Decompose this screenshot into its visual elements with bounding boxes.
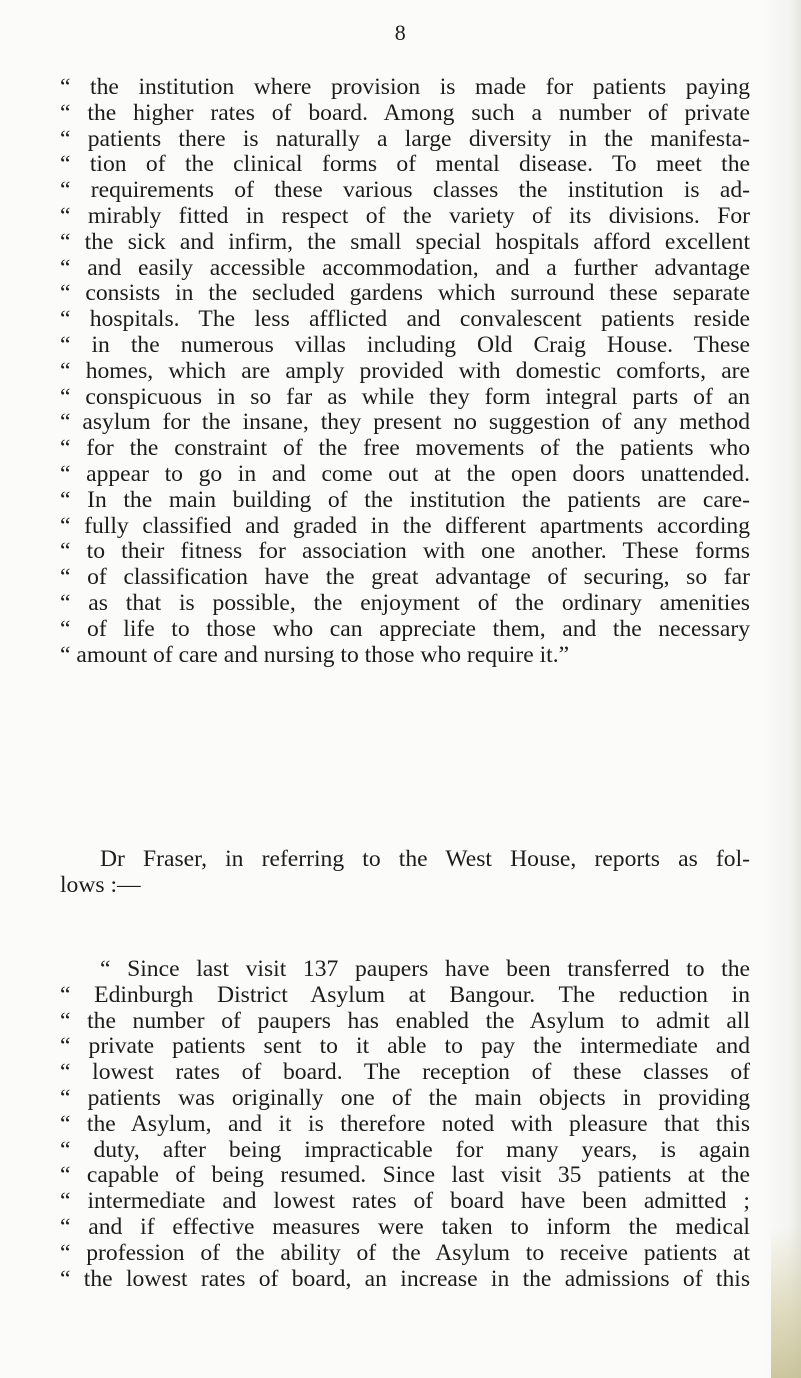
text-line: “ of classification have the great advantage of securing, so far xyxy=(60,564,750,591)
text-line: “ as that is possible, the enjoyment of the ordinary amenities xyxy=(60,589,750,616)
text-line: “ Since last visit 137 paupers have been transferred to the xyxy=(100,956,750,982)
text-line: “ duty, after being impracticable for many years, is again xyxy=(60,1136,750,1163)
intro-paragraph xyxy=(60,847,750,899)
text-line: “ and easily accessible accommodation, and a further advantage xyxy=(60,254,750,281)
page-number: 8 xyxy=(394,20,407,45)
text-line: “ private patients sent to it able to pay the intermediate and xyxy=(60,1033,750,1060)
text-line: “ tion of the clinical forms of mental disease. To meet the xyxy=(60,151,750,178)
text-line: “ consists in the secluded gardens which surround these separate xyxy=(60,280,750,307)
page-edge-shadow xyxy=(763,0,801,1378)
text-line: “ hospitals. The less afflicted and convalescent patients reside xyxy=(60,306,750,333)
text-line: “ the sick and infirm, the small special hospitals afford excellent xyxy=(60,228,750,255)
text-line: “ fully classified and graded in the different apartments according xyxy=(60,512,750,539)
report-quote-paragraph xyxy=(60,957,750,1292)
text-line: “ for the constraint of the free movements of the patients who xyxy=(60,435,750,462)
text-line: Dr Fraser, in referring to the West House, reports as fol- xyxy=(100,846,750,872)
text-line: “ patients was originally one of the main objects in providing xyxy=(60,1084,750,1111)
text-line: “ amount of care and nursing to those who require it.” xyxy=(60,641,570,668)
text-line: “ homes, which are amply provided with domestic comforts, are xyxy=(60,357,750,384)
text-line: “ the number of paupers has enabled the Asylum to admit all xyxy=(60,1007,750,1034)
text-line: “ the institution where provision is made for patients paying xyxy=(60,74,750,100)
quote-paragraph xyxy=(60,75,750,668)
text-line: “ requirements of these various classes the institution is ad- xyxy=(60,177,750,204)
text-line: “ asylum for the insane, they present no suggestion of any method xyxy=(60,409,750,436)
text-line: “ profession of the ability of the Asylum to receive patients at xyxy=(60,1239,750,1266)
text-line: “ patients there is naturally a large diversity in the manifesta- xyxy=(60,125,750,152)
text-line: “ mirably fitted in respect of the variety of its divisions. For xyxy=(60,202,750,229)
text-line: “ Edinburgh District Asylum at Bangour. The reduction in xyxy=(60,981,750,1008)
text-line: “ the Asylum, and it is therefore noted with pleasure that this xyxy=(60,1110,750,1137)
text-line: “ in the numerous villas including Old Craig House. These xyxy=(60,331,750,358)
text-line: “ and if effective measures were taken to inform the medical xyxy=(60,1213,750,1240)
page-corner-stain xyxy=(771,1228,801,1378)
text-line: “ lowest rates of board. The reception of these classes of xyxy=(60,1059,750,1086)
text-line: lows :— xyxy=(60,871,141,898)
text-line: “ the higher rates of board. Among such a number of private xyxy=(60,99,750,126)
text-line: “ of life to those who can appreciate them, and the necessary xyxy=(60,615,750,642)
text-line: “ conspicuous in so far as while they form integral parts of an xyxy=(60,383,750,410)
text-line: “ the lowest rates of board, an increase in the admissions of this xyxy=(60,1265,750,1292)
text-line: “ In the main building of the institution the patients are care- xyxy=(60,486,750,513)
text-line: “ to their fitness for association with one another. These forms xyxy=(60,538,750,565)
text-line: “ intermediate and lowest rates of board have been admitted ; xyxy=(60,1188,750,1215)
text-line: “ capable of being resumed. Since last visit 35 patients at the xyxy=(60,1162,750,1189)
text-line: “ appear to go in and come out at the open doors unattended. xyxy=(60,460,750,487)
